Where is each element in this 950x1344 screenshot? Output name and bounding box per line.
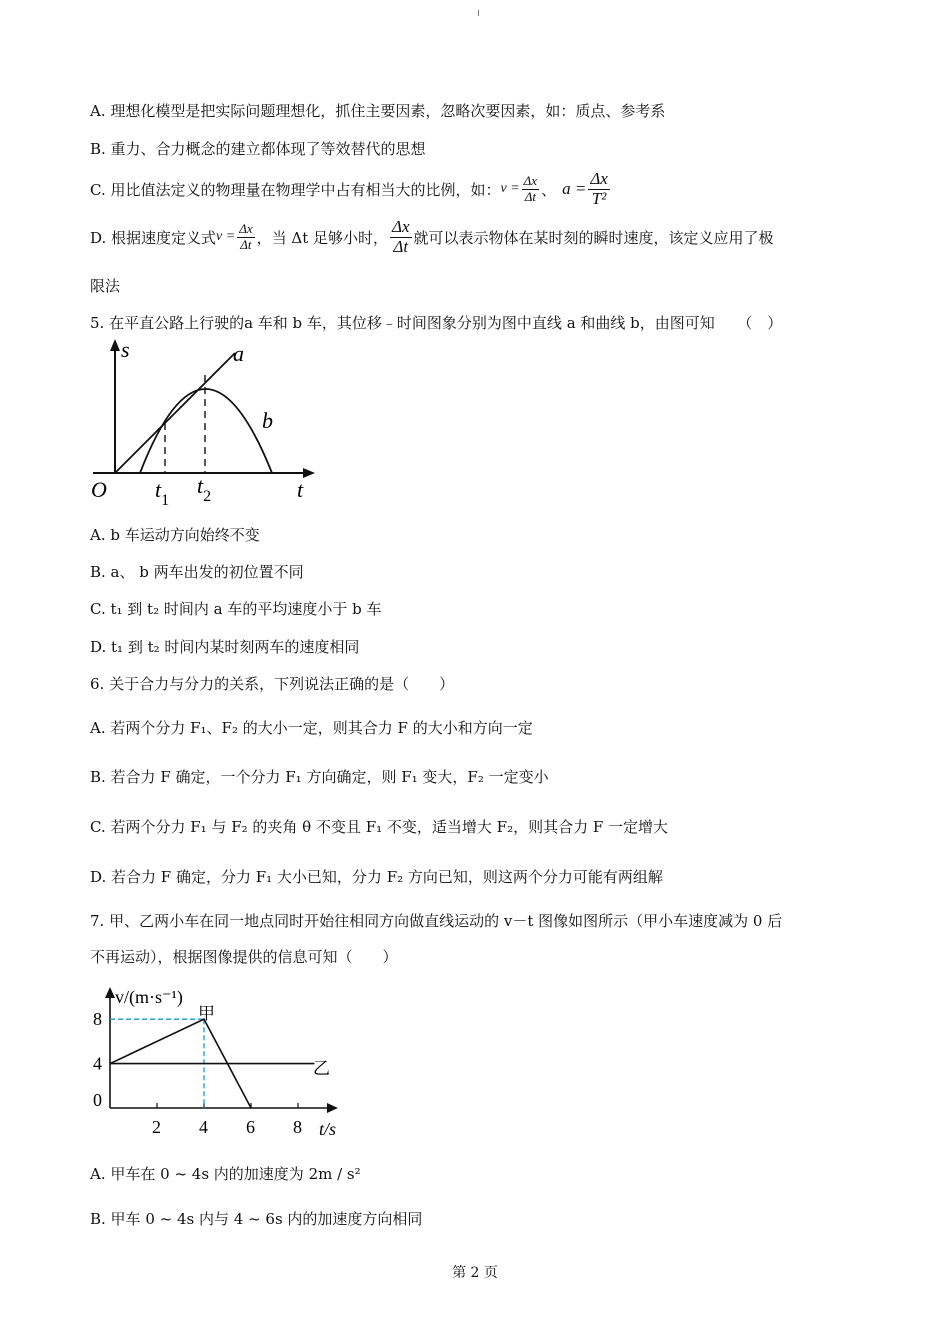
q7-x-tick-label: 8	[293, 1117, 302, 1137]
q7-x-tick-label: 6	[246, 1117, 255, 1137]
frac-den: T²	[591, 188, 607, 208]
q5-line-a	[115, 353, 235, 473]
q7-option-a: A. 甲车在 0 ~ 4s 内的加速度为 2m / s²	[90, 1165, 361, 1183]
frac-den: Δt	[393, 236, 409, 256]
page-footer: 第 2 页	[452, 1265, 498, 1281]
q4-option-b: B. 重力、合力概念的建立都体现了等效替代的思想	[90, 140, 426, 158]
q4-option-c-a: a =	[562, 179, 587, 199]
q5-curve-b	[140, 389, 272, 473]
q7-plot-area	[93, 987, 338, 1137]
q5-option-a: A. b 车运动方向始终不变	[90, 526, 260, 544]
q4-option-c-sep: 、	[541, 180, 557, 199]
q5-label-t1: $t_1$	[155, 477, 170, 509]
q4-option-d-frac2	[390, 218, 412, 256]
q6-option-c: C. 若两个分力 F₁ 与 F₂ 的夹角 θ 不变且 F₁ 不变，适当增大 F₂，则其合力 F 一定增大	[90, 818, 669, 836]
q7-label-jia: 甲	[198, 1004, 215, 1023]
frac-den: Δt	[240, 236, 252, 252]
q5-label-b: b	[262, 408, 273, 433]
q4-option-d-pre: D. 根据速度定义式	[90, 228, 217, 247]
q7-stem-line2: 不再运动），根据图像提供的信息可知（ ）	[90, 948, 398, 966]
q5-x-arrow	[303, 468, 315, 478]
q7-y-tick-label: 0	[93, 1090, 102, 1110]
q7-stem-line1: 7. 甲、乙两小车在同一地点同时开始往相同方向做直线运动的 v－t 图像如图所示（甲小车速度减为 0 后	[90, 912, 783, 930]
q4-option-c-frac2	[588, 170, 610, 208]
q4-option-d-post: 就可以表示物体在某时刻的瞬时速度，该定义应用了极	[413, 228, 774, 247]
q7-y-tick-label: 4	[93, 1053, 102, 1074]
q5-y-arrow	[110, 339, 120, 351]
q7-x-tick-label: 2	[152, 1117, 161, 1137]
q6-option-d: D. 若合力 F 确定，分力 F₁ 大小已知，分力 F₂ 方向已知，则这两个分力可能有两组解	[90, 868, 663, 886]
q5-option-c: C. t₁ 到 t₂ 时间内 a 车的平均速度小于 b 车	[90, 600, 382, 618]
q5-label-s: s	[121, 337, 130, 362]
q5-label-a: a	[233, 341, 244, 366]
q5-option-d: D. t₁ 到 t₂ 时间内某时刻两车的速度相同	[90, 638, 360, 656]
q6-option-a: A. 若两个分力 F₁、F₂ 的大小一定，则其合力 F 的大小和方向一定	[90, 719, 533, 737]
q5-label-t2: $t_2$	[197, 473, 212, 505]
q4-option-d-v: v =	[216, 229, 236, 245]
frac-num: Δx	[392, 217, 410, 236]
q5-stem: 5. 在平直公路上行驶的a 车和 b 车，其位移﹣时间图象分别为图中直线 a 和曲线 b，由图可知 （ ）	[90, 314, 783, 332]
q7-option-b: B. 甲车 0 ~ 4s 内与 4 ~ 6s 内的加速度方向相同	[90, 1210, 423, 1228]
q5-label-t: t	[297, 477, 304, 502]
q4-option-d-frac1	[237, 222, 254, 252]
q4-option-d-mid: ，当 Δt 足够小时，	[256, 228, 389, 247]
q4-option-a: A. 理想化模型是把实际问题理想化，抓住主要因素，忽略次要因素，如：质点、参考系	[90, 102, 666, 120]
q7-x-arrow	[327, 1103, 338, 1113]
frac-num: Δx	[590, 169, 608, 188]
q7-label-yi: 乙	[313, 1059, 330, 1078]
q4-option-c-frac1	[522, 174, 539, 204]
q4-option-d	[90, 218, 774, 256]
q5-st-graph	[85, 335, 330, 510]
q5-label-origin: O	[91, 477, 107, 502]
q4-option-c-text: C. 用比值法定义的物理量在物理学中占有相当大的比例，如：	[90, 180, 501, 199]
q7-label-x: t/s	[319, 1119, 337, 1139]
q5-option-b: B. a、 b 两车出发的初位置不同	[90, 563, 304, 581]
q4-option-c-v: v =	[500, 181, 520, 197]
q7-y-tick-label: 8	[93, 1009, 102, 1030]
q7-y-arrow	[105, 987, 115, 998]
frac-num: Δx	[523, 173, 538, 189]
q7-x-tick-label: 4	[199, 1117, 208, 1137]
q7-label-y: v/(m·s⁻¹)	[115, 987, 183, 1007]
header-tick	[478, 10, 479, 16]
q6-stem: 6. 关于合力与分力的关系，下列说法正确的是（ ）	[90, 675, 455, 693]
q6-option-b: B. 若合力 F 确定，一个分力 F₁ 方向确定，则 F₁ 变大，F₂ 一定变小	[90, 768, 549, 786]
q7-vt-graph	[85, 983, 360, 1143]
frac-den: Δt	[524, 188, 536, 204]
q4-option-c	[90, 170, 612, 208]
q4-option-d-cont: 限法	[90, 277, 121, 295]
frac-num: Δx	[239, 221, 253, 237]
